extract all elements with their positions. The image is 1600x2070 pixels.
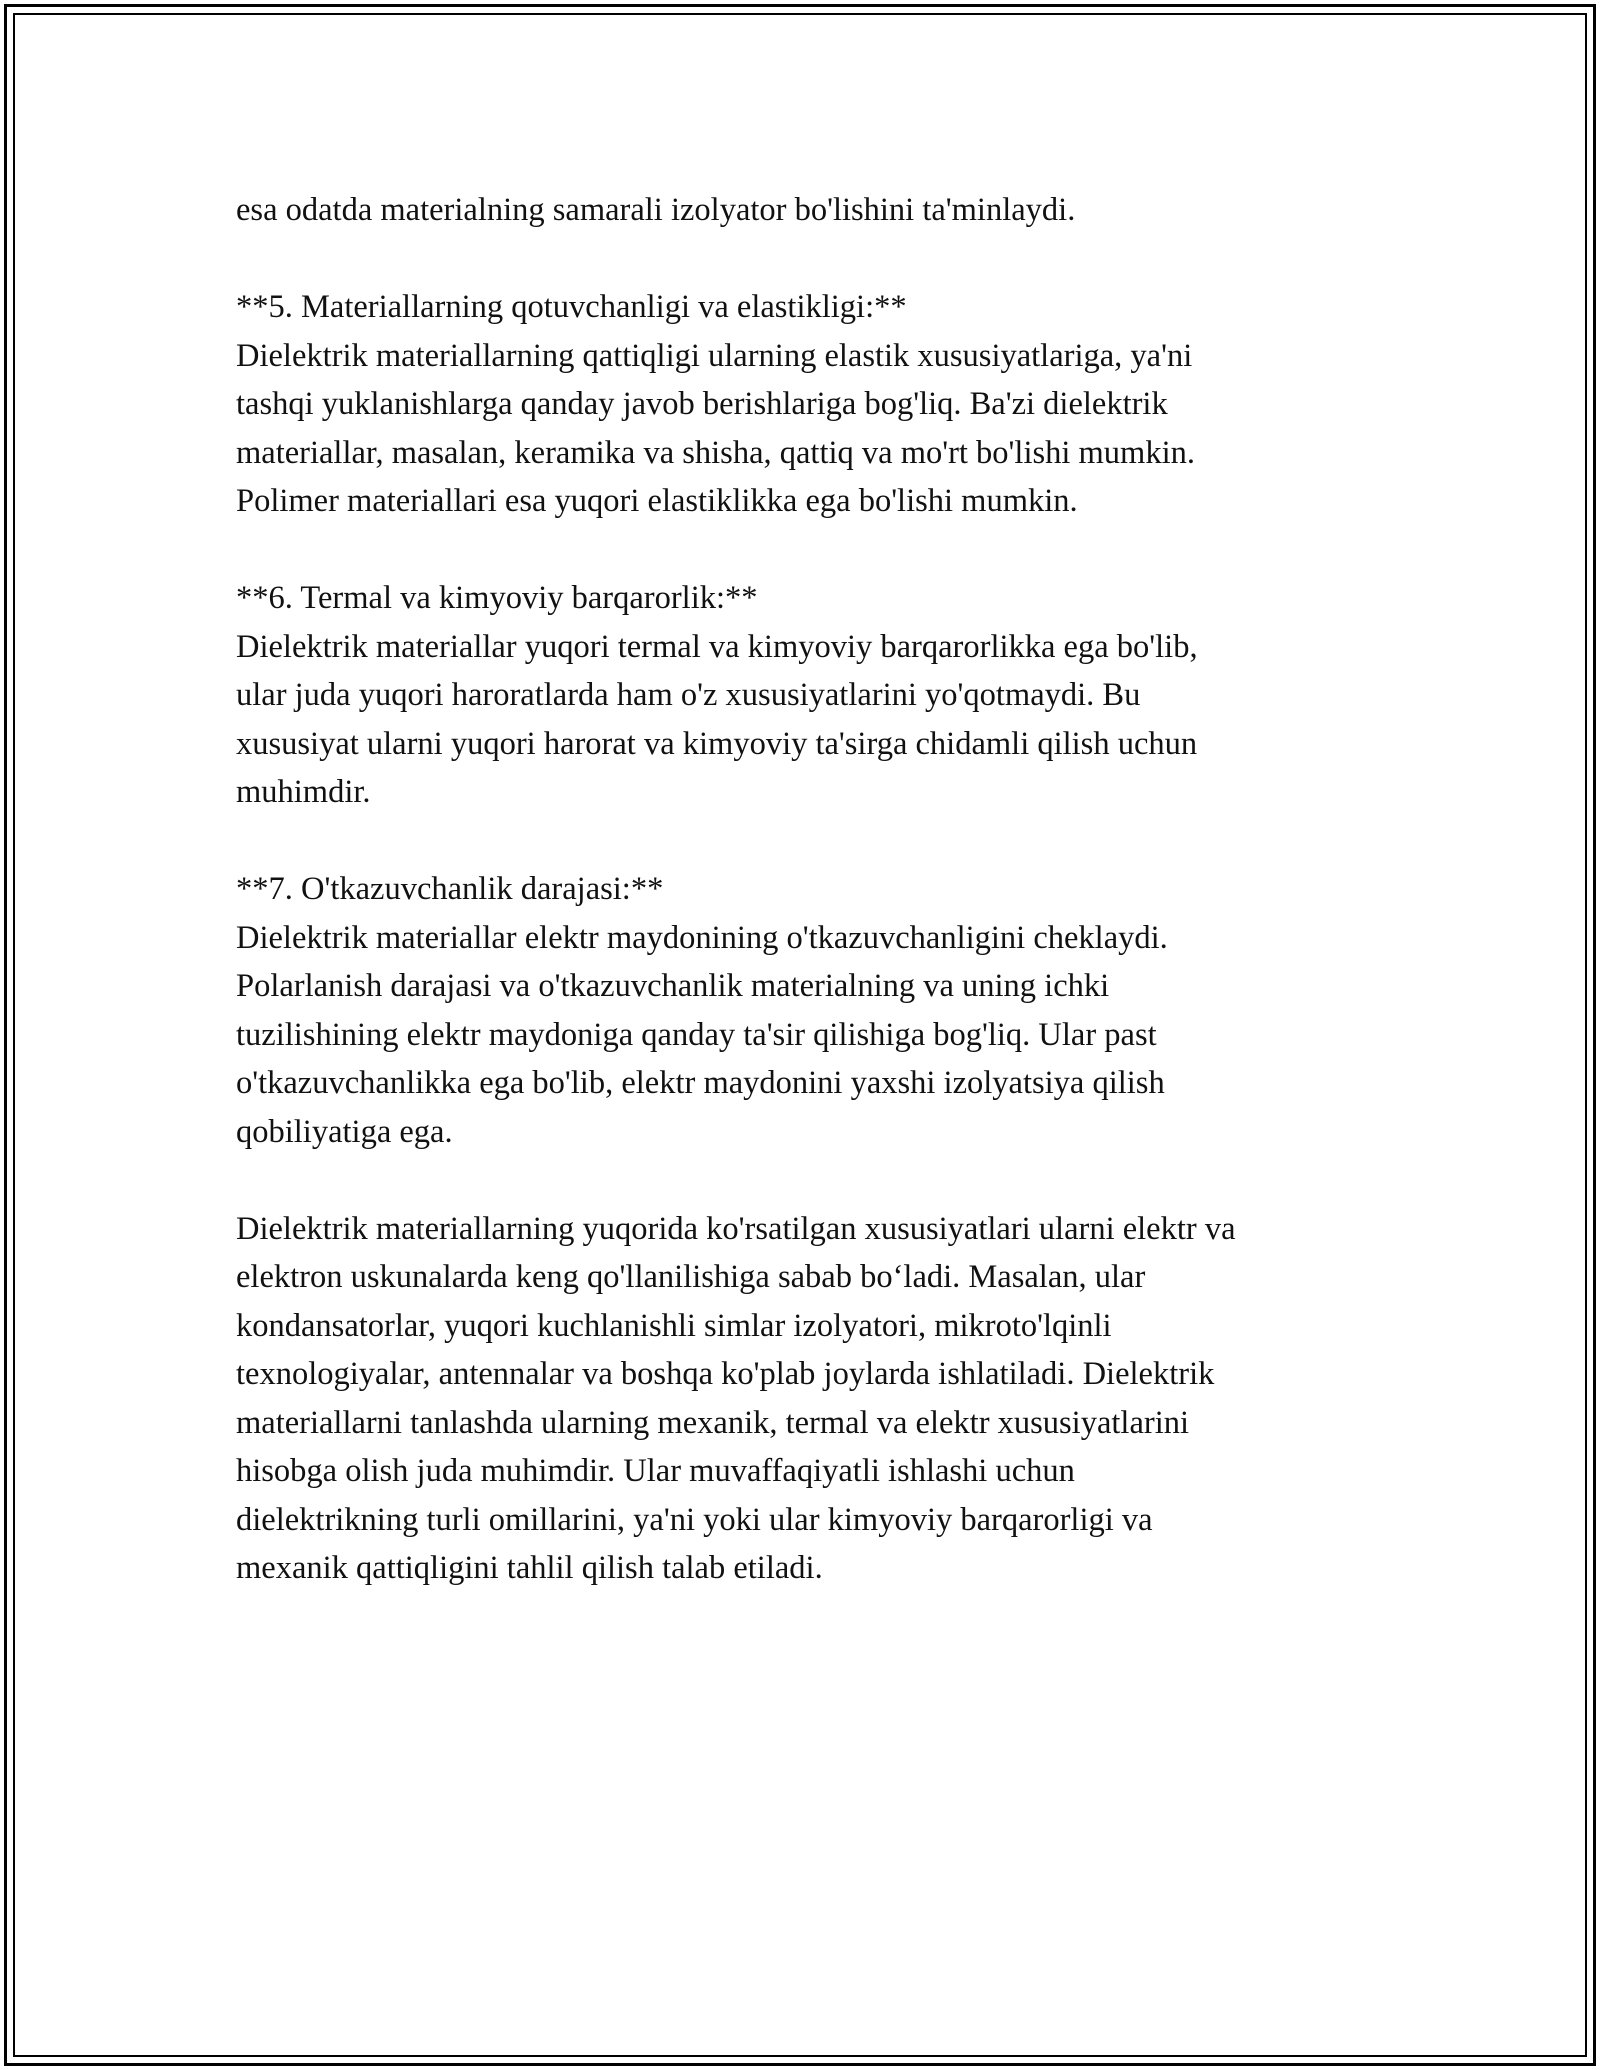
section-text-line: tashqi yuklanishlarga qanday javob berishlariga bog'liq. Ba'zi dielektrik xyxy=(236,386,1168,422)
conclusion-line: materiallarni tanlashda ularning mexanik, termal va elektr xususiyatlarini xyxy=(236,1404,1190,1441)
section-heading: **6. Termal va kimyoviy barqarorlik:** xyxy=(236,580,758,616)
paragraph-gap xyxy=(236,1156,1436,1205)
conclusion-line: texnologiyalar, antennalar va boshqa ko'plab joylarda ishlatiladi. Dielektrik xyxy=(236,1356,1215,1392)
section-heading: **7. O'tkazuvchanlik darajasi:** xyxy=(236,871,664,907)
section-text-line: Dielektrik materiallar elektr maydonining o'tkazuvchanligini cheklaydi. xyxy=(236,919,1168,956)
paragraph-gap xyxy=(236,817,1436,866)
paragraph-gap xyxy=(236,235,1436,284)
section-6 xyxy=(236,574,1436,817)
section-text-line: Polarlanish darajasi va o'tkazuvchanlik materialning va uning ichki xyxy=(236,968,1110,1004)
conclusion-line: mexanik qattiqligini tahlil qilish talab etiladi. xyxy=(236,1550,823,1586)
document-body xyxy=(236,186,1436,1593)
paragraph-gap xyxy=(236,526,1436,575)
section-text-line: materiallar, masalan, keramika va shisha, qattiq va mo'rt bo'lishi mumkin. xyxy=(236,434,1195,471)
section-text-line: Dielektrik materiallarning qattiqligi ularning elastik xususiyatlariga, ya'ni xyxy=(236,337,1193,374)
section-7 xyxy=(236,865,1436,1156)
section-text-line: Polimer materiallari esa yuqori elastiklikka ega bo'lishi mumkin. xyxy=(236,483,1078,519)
section-text-line: ular juda yuqori haroratlarda ham o'z xususiyatlarini yo'qotmaydi. Bu xyxy=(236,677,1141,713)
conclusion-line: dielektrikning turli omillarini, ya'ni yoki ular kimyoviy barqarorligi va xyxy=(236,1501,1153,1538)
section-5 xyxy=(236,283,1436,526)
section-text-line: xususiyat ularni yuqori harorat va kimyoviy ta'sirga chidamli qilish uchun xyxy=(236,725,1198,762)
intro-line: esa odatda materialning samarali izolyator bo'lishini ta'minlaydi. xyxy=(236,192,1076,228)
section-text-line: qobiliyatiga ega. xyxy=(236,1113,453,1150)
conclusion-paragraph xyxy=(236,1205,1436,1593)
section-text-line: muhimdir. xyxy=(236,774,371,810)
conclusion-line: elektron uskunalarda keng qo'llanilishiga sabab bo‘ladi. Masalan, ular xyxy=(236,1259,1146,1295)
section-text-line: o'tkazuvchanlikka ega bo'lib, elektr maydonini yaxshi izolyatsiya qilish xyxy=(236,1065,1165,1101)
section-text-line: Dielektrik materiallar yuqori termal va kimyoviy barqarorlikka ega bo'lib, xyxy=(236,628,1198,665)
conclusion-line: kondansatorlar, yuqori kuchlanishli simlar izolyatori, mikroto'lqinli xyxy=(236,1307,1112,1344)
conclusion-line: hisobga olish juda muhimdir. Ular muvaffaqiyatli ishlashi uchun xyxy=(236,1453,1075,1489)
conclusion-line: Dielektrik materiallarning yuqorida ko'rsatilgan xususiyatlari ularni elektr va xyxy=(236,1210,1236,1247)
section-text-line: tuzilishining elektr maydoniga qanday ta'sir qilishiga bog'liq. Ular past xyxy=(236,1016,1157,1053)
section-heading: **5. Materiallarning qotuvchanligi va elastikligi:** xyxy=(236,289,907,325)
